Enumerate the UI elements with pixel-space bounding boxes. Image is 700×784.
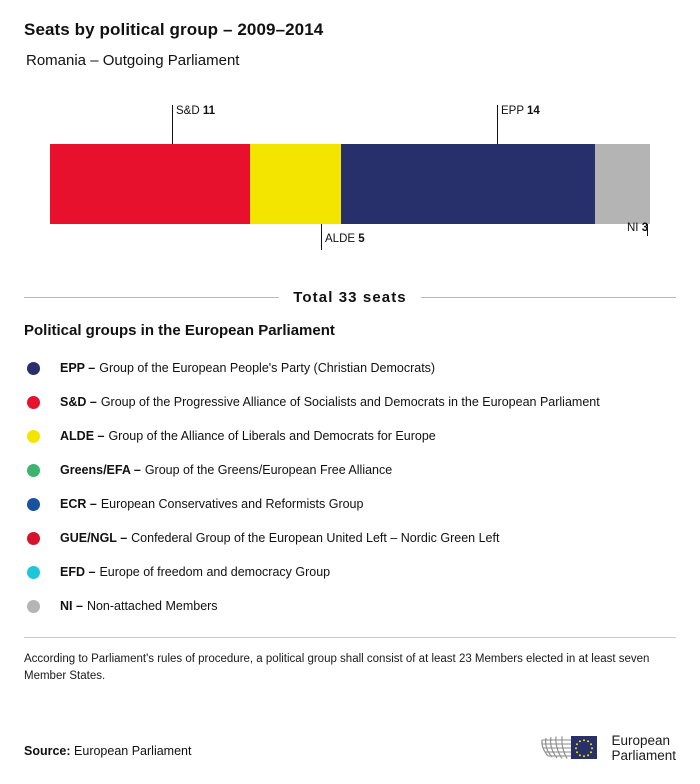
page-subtitle: Romania – Outgoing Parliament bbox=[26, 52, 240, 69]
legend-list bbox=[24, 351, 676, 623]
bar-label-epp bbox=[501, 105, 540, 117]
legend-desc-sd: Group of the Progressive Alliance of Socialists and Democrats in the European Parliament bbox=[100, 395, 600, 409]
bar-label-sd-value: 11 bbox=[202, 105, 216, 117]
bar-tick-sd bbox=[172, 105, 173, 144]
source-row bbox=[24, 744, 191, 758]
bar-label-alde bbox=[325, 233, 365, 245]
bar-tick-epp bbox=[497, 105, 498, 144]
legend-abbr-greens-efa: Greens/EFA – bbox=[60, 463, 141, 477]
legend-abbr-ecr: ECR – bbox=[60, 497, 97, 511]
source-value: European Parliament bbox=[74, 744, 192, 758]
source-label: Source: bbox=[24, 744, 71, 758]
legend-desc-gue-ngl: Confederal Group of the European United Left – Nordic Green Left bbox=[131, 531, 500, 545]
legend-desc-alde: Group of the Alliance of Liberals and Democrats for Europe bbox=[108, 429, 436, 443]
european-parliament-logo bbox=[540, 728, 676, 768]
legend-item-alde bbox=[24, 419, 676, 453]
legend-item-sd bbox=[24, 385, 676, 419]
footer-note: According to Parliament's rules of procedure, a political group shall consist of at least 23 Members elected in at least seven Member States. bbox=[24, 653, 650, 682]
legend-desc-ecr: European Conservatives and Reformists Group bbox=[100, 497, 364, 511]
legend-item-ecr bbox=[24, 487, 676, 521]
stacked-bar bbox=[50, 144, 650, 224]
footer-divider bbox=[24, 637, 676, 638]
legend-abbr-efd: EFD – bbox=[60, 565, 96, 579]
page-title: Seats by political group – 2009–2014 bbox=[24, 20, 324, 39]
legend-dot-ecr-icon bbox=[27, 498, 40, 511]
legend-item-epp bbox=[24, 351, 676, 385]
legend-item-ni bbox=[24, 589, 676, 623]
bar-segment-alde bbox=[250, 144, 341, 224]
logo-line-1: European bbox=[611, 732, 671, 748]
bar-segment-sd bbox=[50, 144, 250, 224]
legend-abbr-ni: NI – bbox=[60, 599, 83, 613]
legend-item-greens-efa bbox=[24, 453, 676, 487]
legend-dot-ni-icon bbox=[27, 600, 40, 613]
european-parliament-wordmark bbox=[611, 733, 676, 763]
european-parliament-emblem-icon bbox=[540, 728, 602, 768]
bar-tick-alde bbox=[321, 224, 322, 250]
legend-desc-ni: Non-attached Members bbox=[86, 599, 218, 613]
legend-abbr-gue-ngl: GUE/NGL – bbox=[60, 531, 128, 545]
total-seats-label: Total 33 seats bbox=[293, 288, 407, 306]
legend-dot-alde-icon bbox=[27, 430, 40, 443]
total-seats-row bbox=[24, 286, 676, 308]
legend-abbr-alde: ALDE – bbox=[60, 429, 105, 443]
bar-segment-epp bbox=[341, 144, 595, 224]
bar-label-ni bbox=[627, 222, 648, 234]
legend-desc-greens-efa: Group of the Greens/European Free Alliance bbox=[144, 463, 393, 477]
legend-dot-epp-icon bbox=[27, 362, 40, 375]
legend-dot-sd-icon bbox=[27, 396, 40, 409]
bar-label-ni-value: 3 bbox=[641, 222, 649, 234]
bar-label-epp-value: 14 bbox=[527, 105, 540, 117]
legend-heading: Political groups in the European Parliament bbox=[24, 322, 335, 339]
bar-label-sd bbox=[176, 105, 215, 117]
seats-bar-chart bbox=[24, 105, 676, 250]
total-rule-right bbox=[421, 297, 676, 298]
legend-dot-greens-efa-icon bbox=[27, 464, 40, 477]
bar-label-alde-value: 5 bbox=[358, 233, 365, 245]
bar-segment-ni bbox=[595, 144, 650, 224]
bar-label-sd-name: S&D bbox=[176, 105, 200, 117]
total-rule-left bbox=[24, 297, 279, 298]
legend-abbr-epp: EPP – bbox=[60, 361, 96, 375]
logo-line-2: Parliament bbox=[611, 748, 676, 763]
legend-abbr-sd: S&D – bbox=[60, 395, 97, 409]
legend-desc-efd: Europe of freedom and democracy Group bbox=[99, 565, 331, 579]
bar-label-ni-name: NI bbox=[627, 222, 639, 234]
bar-label-alde-name: ALDE bbox=[325, 233, 356, 245]
legend-item-gue-ngl bbox=[24, 521, 676, 555]
legend-desc-epp: Group of the European People's Party (Christian Democrats) bbox=[99, 361, 436, 375]
legend-item-efd bbox=[24, 555, 676, 589]
bar-label-epp-name: EPP bbox=[501, 105, 524, 117]
legend-dot-gue-ngl-icon bbox=[27, 532, 40, 545]
legend-dot-efd-icon bbox=[27, 566, 40, 579]
